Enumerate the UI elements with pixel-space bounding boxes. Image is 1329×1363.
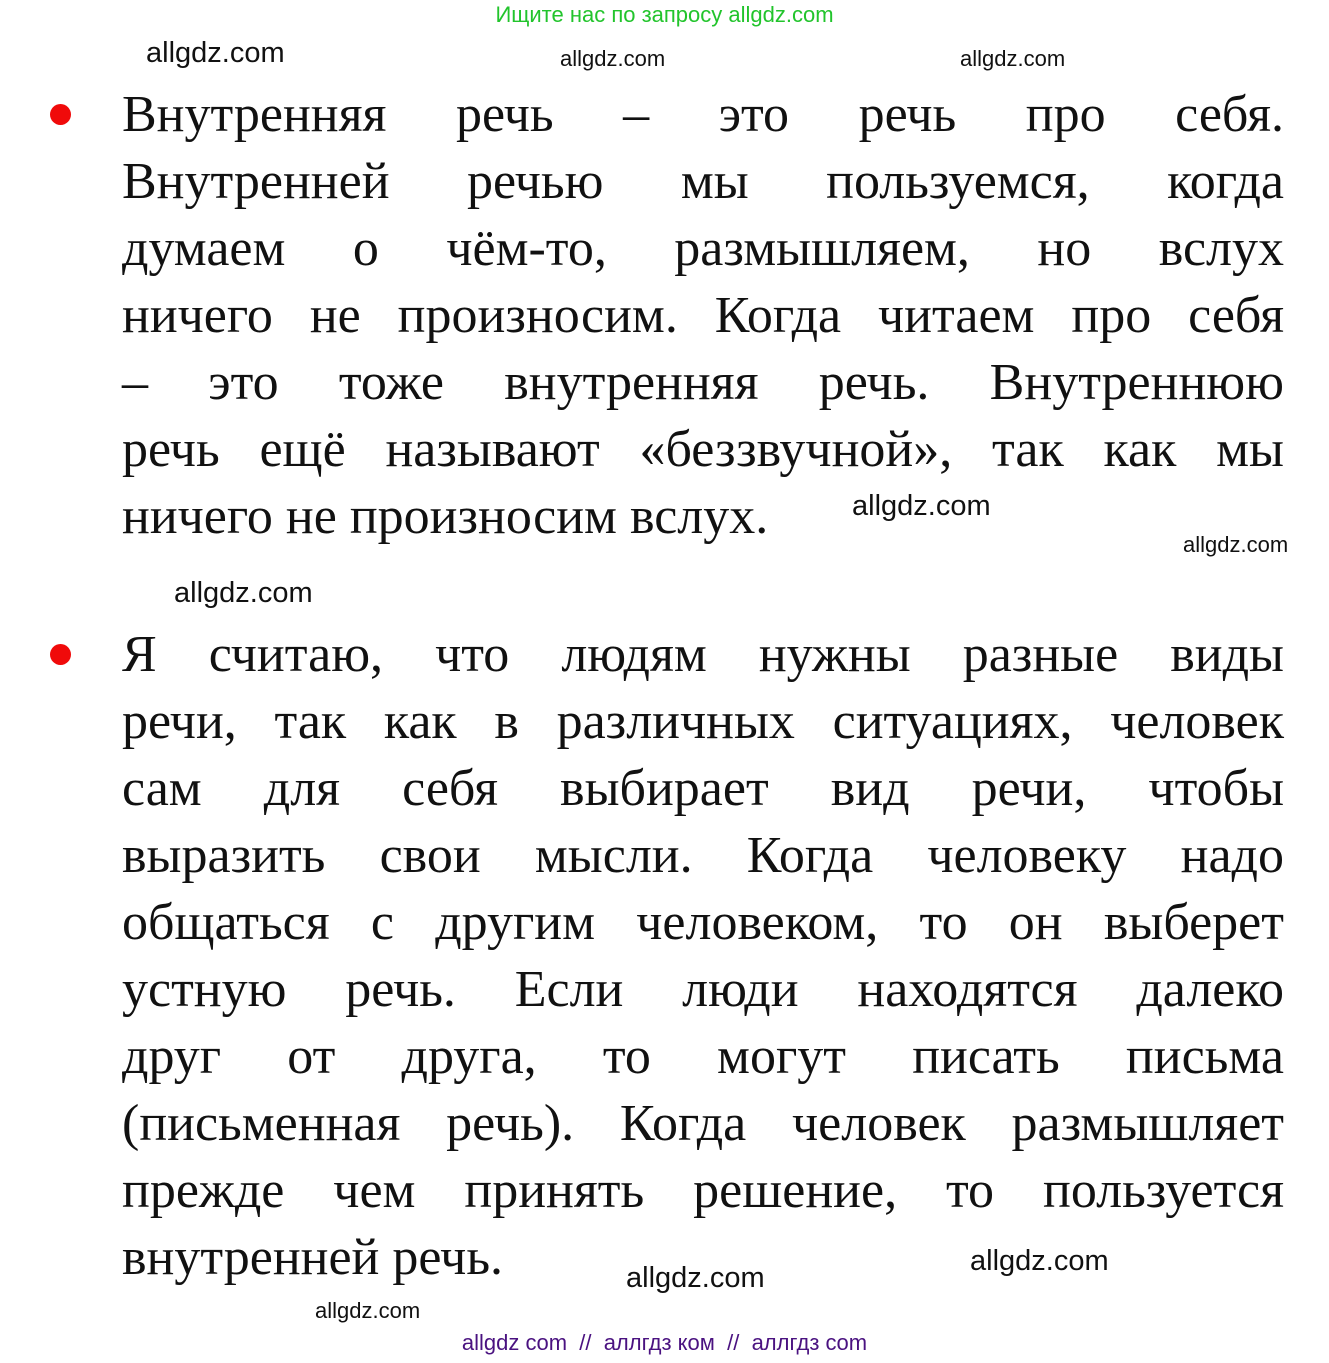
text-line: Внутренняя речь – это речь про себя. (122, 86, 1284, 143)
text-line: речи, так как в различных ситуациях, человек (122, 693, 1284, 750)
paragraph-inner-speech (122, 81, 1284, 550)
watermark: allgdz.com (146, 37, 285, 69)
text-line: друг от друга, то могут писать письма (122, 1028, 1284, 1085)
text-line: – это тоже внутренняя речь. Внутреннюю (122, 354, 1284, 411)
paragraph-opinion (122, 621, 1284, 1291)
text-line: сам для себя выбирает вид речи, чтобы (122, 760, 1284, 817)
watermark: allgdz.com (960, 46, 1066, 71)
text-line: речь ещё называют «беззвучной», так как мы (122, 421, 1284, 478)
search-hint-header: Ищите нас по запросу allgdz.com (495, 2, 834, 27)
bullet-icon (50, 644, 71, 665)
text-line: прежде чем принять решение, то пользуется (122, 1162, 1284, 1219)
watermark: allgdz.com (560, 46, 666, 71)
text-line: ничего не произносим. Когда читаем про себя (122, 287, 1284, 344)
text-line: Я считаю, что людям нужны разные виды (122, 626, 1284, 683)
text-line: Внутренней речью мы пользуемся, когда (122, 153, 1284, 210)
text-line: ничего не произносим вслух. (122, 488, 769, 545)
text-line: внутренней речь. (122, 1229, 504, 1286)
watermark: allgdz.com (174, 577, 313, 609)
text-line: выразить свои мысли. Когда человеку надо (122, 827, 1284, 884)
watermark: allgdz.com (626, 1262, 765, 1294)
watermark: allgdz.com (852, 490, 991, 522)
watermark: allgdz.com (315, 1298, 421, 1323)
text-line: думаем о чём-то, размышляем, но вслух (122, 220, 1284, 277)
footer-links: allgdz com // аллгдз ком // аллгдз com (461, 1330, 868, 1355)
text-line: общаться с другим человеком, то он выберет (122, 894, 1284, 951)
watermark: allgdz.com (1183, 532, 1289, 557)
watermark: allgdz.com (970, 1245, 1109, 1277)
bullet-icon (50, 104, 71, 125)
text-line: (письменная речь). Когда человек размышляет (122, 1095, 1284, 1152)
text-line: устную речь. Если люди находятся далеко (122, 961, 1284, 1018)
